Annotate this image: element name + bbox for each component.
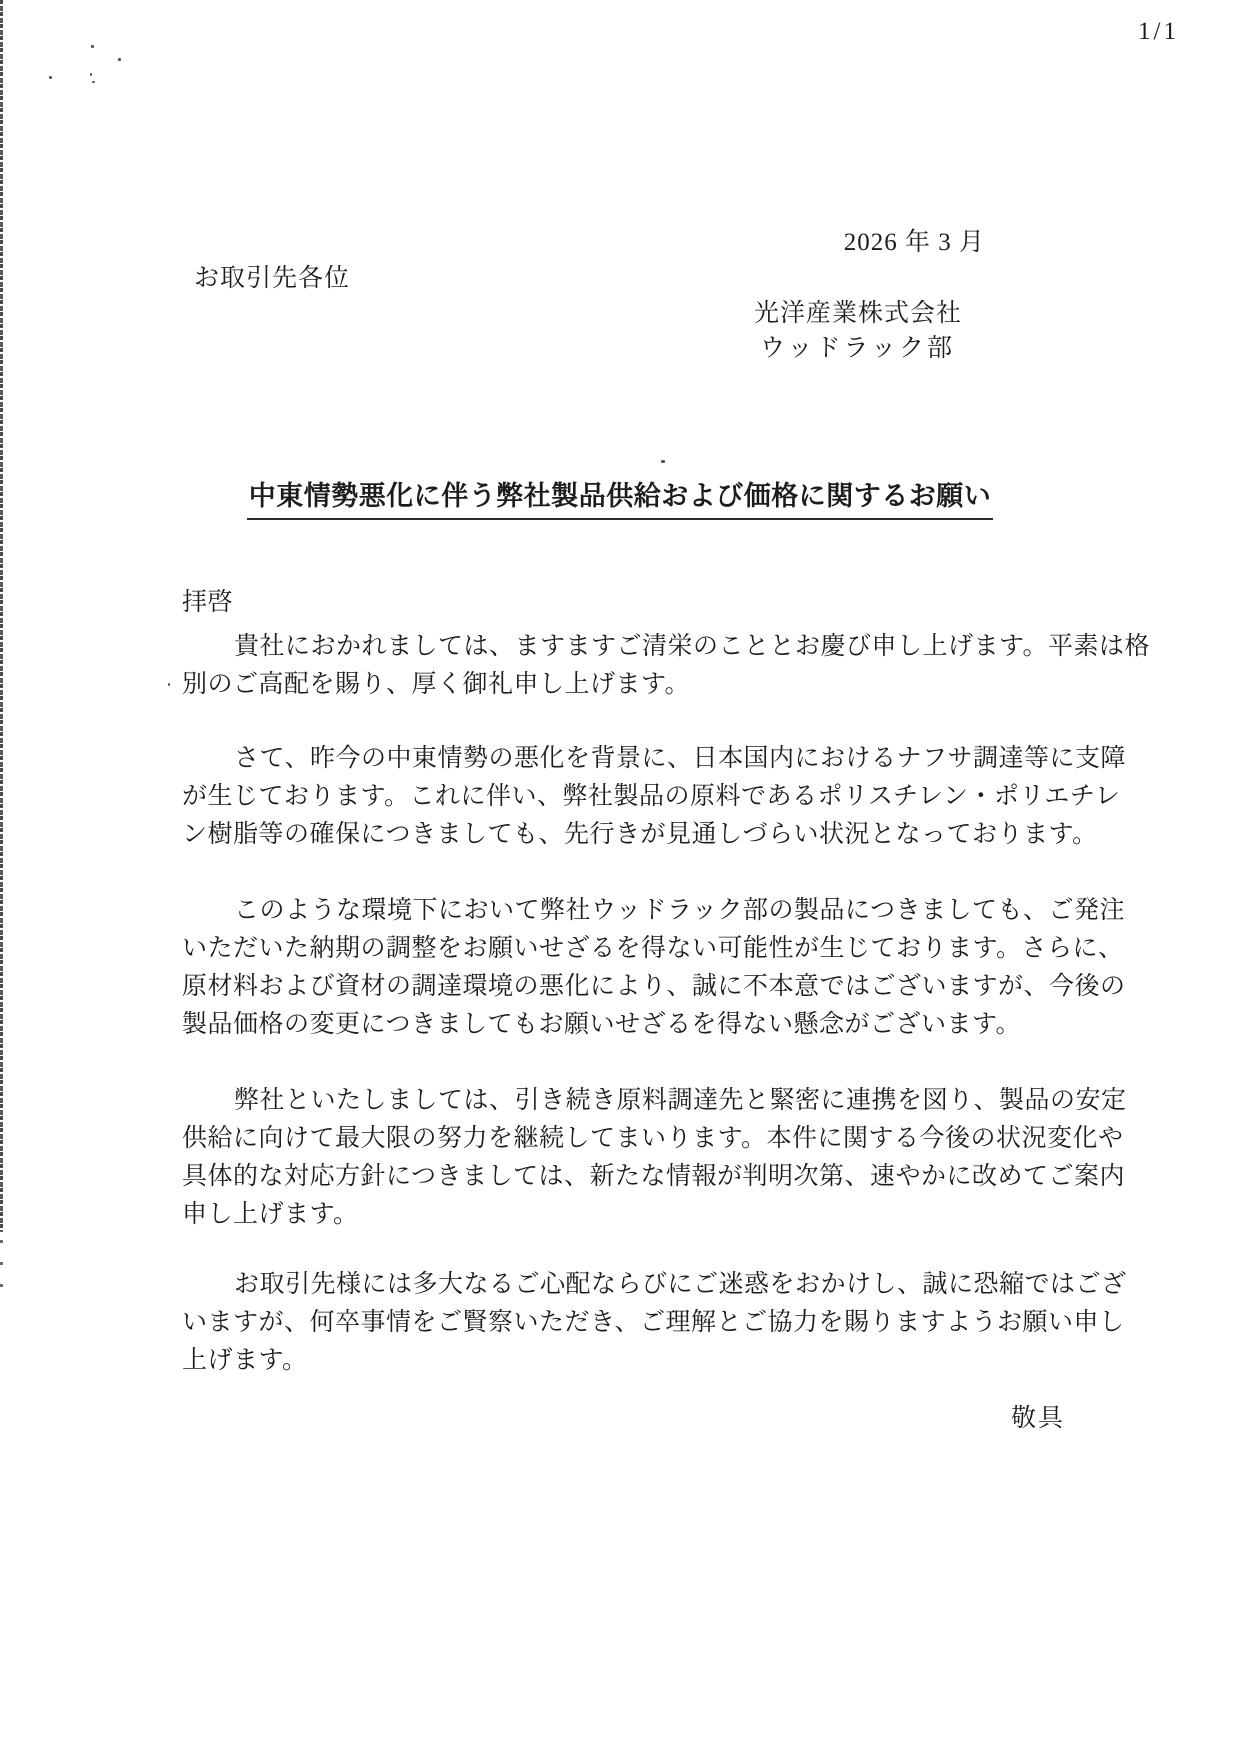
- paragraph-line: このような環境下において弊社ウッドラック部の製品につきましても、ご発注: [234, 897, 1126, 924]
- sender-company: 光洋産業株式会社: [753, 300, 962, 327]
- letter-title-wrap: [160, 474, 1080, 520]
- scan-edge-artifact: [0, 0, 3, 1232]
- scan-speck: [118, 58, 121, 61]
- scan-speck: [90, 73, 92, 76]
- paragraph-line: 別のご高配を賜り、厚く御礼申し上げます。: [182, 671, 691, 698]
- paragraph-line: 貴社におかれましては、ますますご清栄のこととお慶び申し上げます。平素は格: [234, 633, 1151, 660]
- page-number: 1/1: [1138, 18, 1179, 45]
- paragraph-line: 申し上げます。: [182, 1201, 359, 1228]
- salutation: 拝啓: [182, 589, 234, 616]
- paragraph-line: ン樹脂等の確保につきましても、先行きが見通しづらい状況となっております。: [182, 821, 1098, 848]
- closing-keigu: 敬具: [1010, 1405, 1065, 1432]
- scan-speck: [49, 76, 52, 79]
- scan-speck: [91, 45, 94, 48]
- paragraph-greeting: [182, 628, 1151, 704]
- paragraph-impact: [182, 892, 1126, 1044]
- paragraph-line: いますが、何卒事情をご賢察いただき、ご理解とご協力を賜りますようお願い申し: [182, 1309, 1125, 1336]
- paragraph-commitment: [182, 1082, 1127, 1234]
- paragraph-line: 弊社といたしましては、引き続き原料調達先と緊密に連携を図り、製品の安定: [234, 1087, 1127, 1114]
- paragraph-line: 製品価格の変更につきましてもお願いせざるを得ない懸念がございます。: [182, 1011, 1022, 1038]
- paragraph-line: が生じております。これに伴い、弊社製品の原料であるポリスチレン・ポリエチレ: [182, 783, 1121, 810]
- paragraph-line: お取引先様には多大なるご心配ならびにご迷惑をおかけし、誠に恐縮ではござ: [234, 1271, 1127, 1298]
- scan-speck: [168, 683, 170, 686]
- document-date: 2026 年 3 月: [843, 229, 985, 256]
- scan-speck: [92, 81, 95, 83]
- sender-department: ウッドラック部: [759, 335, 955, 362]
- scan-speck: [661, 460, 665, 463]
- paragraph-line: 上げます。: [182, 1347, 308, 1374]
- paragraph-apology: [182, 1266, 1127, 1380]
- paragraph-line: 具体的な対応方針につきましては、新たな情報が判明次第、速やかに改めてご案内: [182, 1163, 1126, 1190]
- paragraph-line: さて、昨今の中東情勢の悪化を背景に、日本国内におけるナフサ調達等に支障: [234, 745, 1127, 772]
- letter-title: 中東情勢悪化に伴う弊社製品供給および価格に関するお願い: [247, 474, 994, 520]
- paragraph-line: 供給に向けて最大限の努力を継続してまいります。本件に関する今後の状況変化や: [182, 1125, 1124, 1152]
- paragraph-line: いただいた納期の調整をお願いせざるを得ない可能性が生じております。さらに、: [182, 935, 1124, 962]
- paragraph-line: 原材料および資材の調達環境の悪化により、誠に不本意ではございますが、今後の: [182, 973, 1126, 1000]
- paragraph-background: [182, 740, 1127, 854]
- recipient-line: お取引先各位: [194, 265, 351, 292]
- scan-edge-artifact-tail: [0, 1240, 3, 1300]
